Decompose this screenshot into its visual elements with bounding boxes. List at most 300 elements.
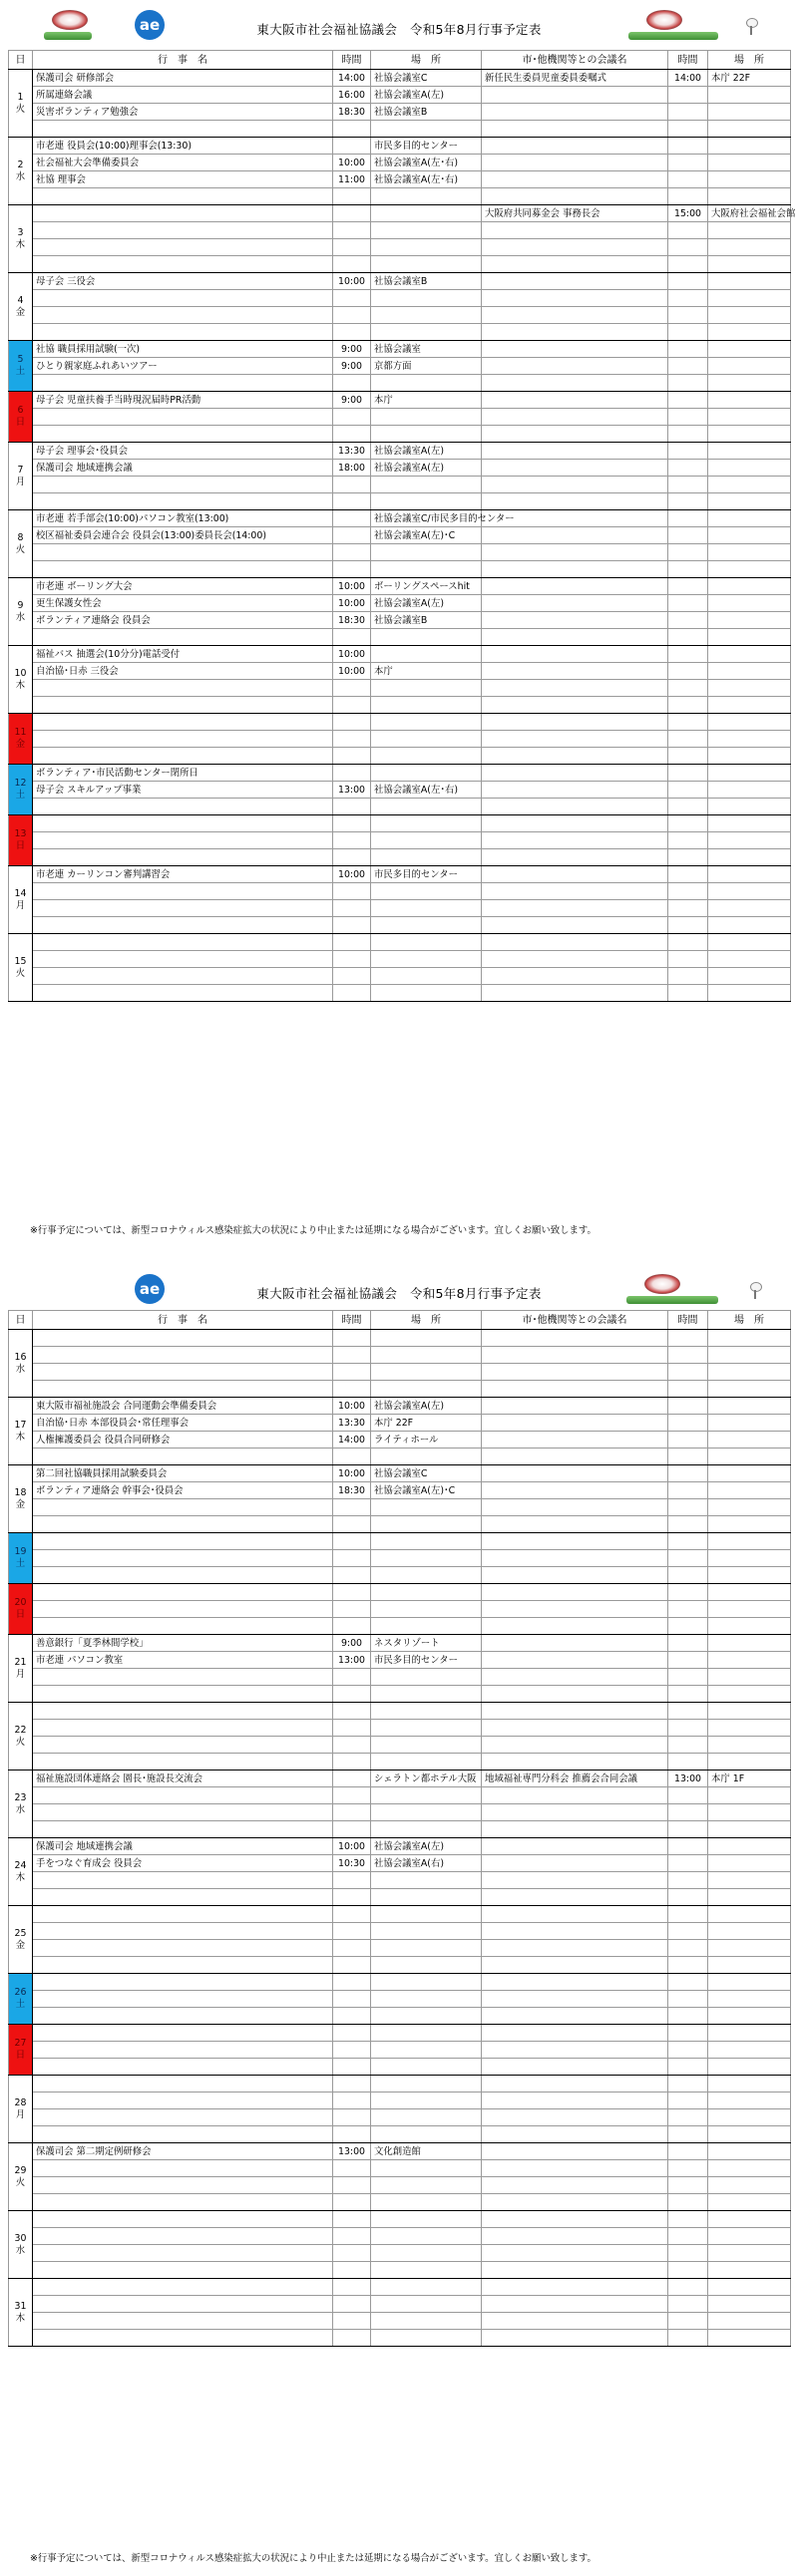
- ext-meeting-name: [482, 1754, 668, 1771]
- ext-meeting-place: [708, 985, 791, 1002]
- ext-meeting-name: [482, 629, 668, 646]
- ext-meeting-name: [482, 2059, 668, 2076]
- ext-meeting-name: [482, 1584, 668, 1601]
- ext-meeting-name: [482, 1787, 668, 1804]
- event-place: 市民多目的センター: [371, 866, 482, 883]
- event-time: [333, 138, 371, 155]
- ext-meeting-name: [482, 477, 668, 493]
- event-place: [371, 1703, 482, 1720]
- ext-meeting-place: [708, 2245, 791, 2262]
- event-time: [333, 1957, 371, 1974]
- header-ext-place: 場 所: [708, 51, 791, 70]
- ext-meeting-place: [708, 222, 791, 239]
- event-time: 14:00: [333, 70, 371, 87]
- event-time: 13:00: [333, 2143, 371, 2160]
- ext-meeting-name: [482, 1516, 668, 1533]
- ext-meeting-place: [708, 2313, 791, 2330]
- table-row: [9, 1991, 791, 2008]
- table-row: [9, 1381, 791, 1398]
- event-place: [371, 2160, 482, 2177]
- event-place: [371, 799, 482, 815]
- ext-meeting-place: [708, 849, 791, 866]
- ext-meeting-place: [708, 1855, 791, 1872]
- ext-meeting-time: [668, 1567, 708, 1584]
- ext-meeting-name: [482, 934, 668, 951]
- table-row: [9, 782, 791, 799]
- event-time: 10:00: [333, 866, 371, 883]
- table-row: [9, 1567, 791, 1584]
- event-time: 10:00: [333, 155, 371, 171]
- day-cell: [9, 443, 33, 510]
- ext-meeting-time: [668, 510, 708, 527]
- ext-meeting-time: [668, 324, 708, 341]
- event-name: [33, 951, 333, 968]
- ext-meeting-time: [668, 697, 708, 714]
- event-name: 自治協･日赤 本部役員会･常任理事会: [33, 1415, 333, 1432]
- event-time: [333, 2211, 371, 2228]
- table-row: [9, 188, 791, 205]
- ext-meeting-time: [668, 1449, 708, 1465]
- weekday-label: 火: [15, 2176, 26, 2188]
- ext-meeting-name: [482, 1737, 668, 1754]
- table-row: [9, 2194, 791, 2211]
- event-place: 文化創造館: [371, 2143, 482, 2160]
- ext-meeting-name: [482, 324, 668, 341]
- ext-meeting-place: [708, 1804, 791, 1821]
- ext-meeting-place: [708, 968, 791, 985]
- day-number: 17: [14, 1419, 27, 1431]
- ext-meeting-name: [482, 1652, 668, 1669]
- ext-meeting-time: [668, 375, 708, 392]
- event-place: [371, 409, 482, 426]
- ext-meeting-name: [482, 2211, 668, 2228]
- day-cell: [9, 1465, 33, 1533]
- ext-meeting-name: [482, 1720, 668, 1737]
- event-time: [333, 697, 371, 714]
- ext-meeting-place: [708, 917, 791, 934]
- ext-meeting-place: [708, 1601, 791, 1618]
- event-time: [333, 307, 371, 324]
- weekday-label: 火: [15, 543, 26, 555]
- schedule-page-1: [0, 0, 798, 1246]
- ext-meeting-place: [708, 2211, 791, 2228]
- event-place: [371, 2076, 482, 2093]
- weekday-label: 土: [15, 1999, 26, 2010]
- ext-meeting-name: [482, 1872, 668, 1889]
- table-row: [9, 510, 791, 527]
- table-row: [9, 1940, 791, 1957]
- ext-meeting-place: [708, 155, 791, 171]
- ext-meeting-time: [668, 578, 708, 595]
- event-place: [371, 2109, 482, 2126]
- event-place: [371, 934, 482, 951]
- event-place: [371, 2008, 482, 2025]
- event-time: [333, 1940, 371, 1957]
- weekday-label: 金: [15, 1498, 26, 1510]
- event-time: [333, 205, 371, 222]
- weekday-label: 月: [15, 1668, 26, 1680]
- event-time: 10:30: [333, 1855, 371, 1872]
- event-name: [33, 1347, 333, 1364]
- ext-meeting-place: [708, 629, 791, 646]
- event-place: [371, 2279, 482, 2296]
- table-row: [9, 1601, 791, 1618]
- table-row: [9, 2093, 791, 2109]
- event-time: [333, 188, 371, 205]
- event-name: [33, 1499, 333, 1516]
- table-row: [9, 1906, 791, 1923]
- event-place: [371, 1499, 482, 1516]
- table-header-row: [9, 1311, 791, 1330]
- event-place: [371, 1669, 482, 1686]
- event-place: [371, 697, 482, 714]
- event-name: 校区福祉委員会連合会 役員会(13:00)委員長会(14:00): [33, 527, 333, 544]
- ext-meeting-name: [482, 290, 668, 307]
- ext-meeting-time: [668, 1381, 708, 1398]
- event-place: [371, 239, 482, 256]
- event-name: [33, 2296, 333, 2313]
- table-row: [9, 2228, 791, 2245]
- ext-meeting-place: [708, 1821, 791, 1838]
- table-row: [9, 815, 791, 832]
- event-place: [371, 2330, 482, 2347]
- event-place: [371, 1940, 482, 1957]
- ext-meeting-time: [668, 815, 708, 832]
- header-ext-time: 時間: [668, 51, 708, 70]
- event-place: [371, 1872, 482, 1889]
- event-place: 社協会議室A(左): [371, 595, 482, 612]
- day-cell: [9, 2143, 33, 2211]
- table-row: [9, 307, 791, 324]
- event-place: [371, 714, 482, 731]
- ext-meeting-time: [668, 2262, 708, 2279]
- ext-meeting-name: [482, 341, 668, 358]
- ext-meeting-place: [708, 1398, 791, 1415]
- ext-meeting-place: [708, 121, 791, 138]
- day-number: 21: [14, 1656, 27, 1668]
- ext-meeting-name: [482, 2143, 668, 2160]
- weekday-label: 木: [15, 679, 26, 691]
- ext-meeting-name: [482, 1381, 668, 1398]
- header-event: 行 事 名: [33, 51, 333, 70]
- table-row: [9, 392, 791, 409]
- table-row: [9, 493, 791, 510]
- event-name: [33, 714, 333, 731]
- event-time: [333, 1821, 371, 1838]
- event-place: [371, 188, 482, 205]
- ext-meeting-name: [482, 121, 668, 138]
- event-name: [33, 985, 333, 1002]
- ext-meeting-place: [708, 104, 791, 121]
- event-place: [371, 629, 482, 646]
- ext-meeting-place: [708, 1991, 791, 2008]
- ext-meeting-name: [482, 1940, 668, 1957]
- ext-meeting-name: [482, 1465, 668, 1482]
- event-name: [33, 1686, 333, 1703]
- event-place: 市民多目的センター: [371, 138, 482, 155]
- event-name: 市老連 役員会(10:00)理事会(13:30): [33, 138, 333, 155]
- ext-meeting-place: 本庁 22F: [708, 70, 791, 87]
- event-name: [33, 832, 333, 849]
- ext-meeting-name: [482, 578, 668, 595]
- event-time: 9:00: [333, 392, 371, 409]
- event-time: [333, 2008, 371, 2025]
- table-row: [9, 256, 791, 273]
- ext-meeting-time: [668, 2245, 708, 2262]
- event-name: 所属連絡会議: [33, 87, 333, 104]
- ext-meeting-name: [482, 155, 668, 171]
- ext-meeting-time: [668, 1754, 708, 1771]
- event-place: [371, 883, 482, 900]
- ext-meeting-time: [668, 612, 708, 629]
- day-number: 7: [17, 464, 24, 476]
- event-place: 社協会議室A(左･右): [371, 782, 482, 799]
- table-row: [9, 2296, 791, 2313]
- ext-meeting-name: [482, 883, 668, 900]
- weekday-label: 木: [15, 2312, 26, 2324]
- event-time: [333, 1703, 371, 1720]
- table-row: [9, 1516, 791, 1533]
- day-cell: [9, 392, 33, 443]
- ext-meeting-name: [482, 544, 668, 561]
- day-cell: [9, 1398, 33, 1465]
- ext-meeting-time: [668, 1516, 708, 1533]
- ext-meeting-place: [708, 307, 791, 324]
- ext-meeting-place: [708, 2042, 791, 2059]
- ext-meeting-name: [482, 2228, 668, 2245]
- table-row: [9, 1821, 791, 1838]
- ext-meeting-name: [482, 358, 668, 375]
- table-row: [9, 595, 791, 612]
- event-place: 社協会議室A(左): [371, 1398, 482, 1415]
- ext-meeting-place: [708, 578, 791, 595]
- event-place: [371, 1330, 482, 1347]
- event-place: [371, 2245, 482, 2262]
- day-number: 30: [14, 2232, 27, 2244]
- event-name: 東大阪市福祉施設会 合同運動会準備委員会: [33, 1398, 333, 1415]
- event-name: [33, 2126, 333, 2143]
- ext-meeting-time: [668, 1957, 708, 1974]
- ext-meeting-time: [668, 2194, 708, 2211]
- event-name: [33, 680, 333, 697]
- ext-meeting-name: [482, 1974, 668, 1991]
- ext-meeting-name: [482, 392, 668, 409]
- event-place: [371, 2059, 482, 2076]
- ext-meeting-time: [668, 2228, 708, 2245]
- table-row: [9, 2330, 791, 2347]
- ext-meeting-time: [668, 663, 708, 680]
- table-row: [9, 731, 791, 748]
- event-time: [333, 900, 371, 917]
- event-place: [371, 426, 482, 443]
- page-title: 東大阪市社会福祉協議会 令和5年8月行事予定表: [256, 1286, 542, 1301]
- event-time: 10:00: [333, 1465, 371, 1482]
- table-row: [9, 460, 791, 477]
- event-place: [371, 222, 482, 239]
- day-number: 31: [14, 2300, 27, 2312]
- ext-meeting-time: [668, 87, 708, 104]
- header-time: 時間: [333, 1311, 371, 1330]
- table-row: [9, 239, 791, 256]
- ext-meeting-place: [708, 748, 791, 765]
- table-row: [9, 273, 791, 290]
- table-row: [9, 578, 791, 595]
- event-name: [33, 968, 333, 985]
- ext-meeting-place: [708, 256, 791, 273]
- event-name: [33, 1584, 333, 1601]
- ext-meeting-place: [708, 1838, 791, 1855]
- event-place: [371, 1754, 482, 1771]
- event-place: 社協会議室A(左･右): [371, 171, 482, 188]
- ext-meeting-name: [482, 375, 668, 392]
- event-place: [371, 765, 482, 782]
- ext-meeting-name: [482, 832, 668, 849]
- ext-meeting-time: [668, 782, 708, 799]
- ext-meeting-time: [668, 155, 708, 171]
- ext-meeting-name: [482, 1601, 668, 1618]
- event-time: [333, 1991, 371, 2008]
- ext-meeting-time: [668, 341, 708, 358]
- event-name: ボランティア･市民活動センター閉所日: [33, 765, 333, 782]
- event-time: [333, 883, 371, 900]
- event-time: 10:00: [333, 1398, 371, 1415]
- ext-meeting-place: [708, 2076, 791, 2093]
- ext-meeting-name: [482, 239, 668, 256]
- event-name: [33, 917, 333, 934]
- table-row: [9, 748, 791, 765]
- event-time: 13:30: [333, 443, 371, 460]
- table-row: [9, 866, 791, 883]
- event-name: [33, 2279, 333, 2296]
- event-name: [33, 849, 333, 866]
- event-place: 社協会議室: [371, 341, 482, 358]
- event-time: 10:00: [333, 646, 371, 663]
- event-time: [333, 1364, 371, 1381]
- ext-meeting-place: [708, 714, 791, 731]
- ext-meeting-name: [482, 799, 668, 815]
- event-time: [333, 1771, 371, 1787]
- event-place: [371, 1787, 482, 1804]
- ext-meeting-place: [708, 493, 791, 510]
- event-time: [333, 832, 371, 849]
- ext-meeting-time: [668, 1906, 708, 1923]
- ext-meeting-name: [482, 1957, 668, 1974]
- ext-meeting-name: [482, 663, 668, 680]
- event-place: 本庁: [371, 663, 482, 680]
- table-row: [9, 1364, 791, 1381]
- table-row: [9, 1449, 791, 1465]
- event-place: [371, 1906, 482, 1923]
- event-place: [371, 1567, 482, 1584]
- event-place: [371, 917, 482, 934]
- event-time: [333, 409, 371, 426]
- ext-meeting-time: [668, 646, 708, 663]
- day-cell: [9, 1974, 33, 2025]
- weekday-label: 火: [15, 103, 26, 115]
- ext-meeting-time: [668, 1838, 708, 1855]
- event-place: [371, 544, 482, 561]
- event-time: [333, 731, 371, 748]
- event-name: [33, 2093, 333, 2109]
- ext-meeting-time: [668, 748, 708, 765]
- day-cell: [9, 205, 33, 273]
- ext-meeting-place: [708, 1482, 791, 1499]
- weekday-label: 日: [15, 840, 26, 851]
- ext-meeting-time: [668, 188, 708, 205]
- ext-meeting-name: [482, 900, 668, 917]
- ext-meeting-time: [668, 477, 708, 493]
- day-cell: [9, 138, 33, 205]
- header-ext-place: 場 所: [708, 1311, 791, 1330]
- event-name: [33, 1720, 333, 1737]
- ext-meeting-time: [668, 1601, 708, 1618]
- event-time: [333, 544, 371, 561]
- ext-meeting-time: [668, 2126, 708, 2143]
- event-name: [33, 222, 333, 239]
- event-name: [33, 2059, 333, 2076]
- ext-meeting-name: [482, 1635, 668, 1652]
- ext-meeting-time: [668, 799, 708, 815]
- table-row: [9, 544, 791, 561]
- event-name: [33, 2160, 333, 2177]
- ext-meeting-time: [668, 1432, 708, 1449]
- ext-meeting-name: [482, 2025, 668, 2042]
- event-place: ネスタリゾート: [371, 1635, 482, 1652]
- day-number: 12: [14, 778, 27, 789]
- ext-meeting-place: [708, 2228, 791, 2245]
- table-row: [9, 680, 791, 697]
- event-place: 社協会議室C/市民多目的センター: [371, 510, 482, 527]
- ext-meeting-place: [708, 2059, 791, 2076]
- ext-meeting-time: [668, 104, 708, 121]
- ext-meeting-place: [708, 2143, 791, 2160]
- event-time: [333, 222, 371, 239]
- grass-decoration: [626, 1296, 718, 1304]
- event-name: 母子会 児童扶養手当時現況届時PR活動: [33, 392, 333, 409]
- event-name: [33, 2245, 333, 2262]
- event-time: 9:00: [333, 341, 371, 358]
- event-time: [333, 1669, 371, 1686]
- day-number: 11: [14, 727, 27, 738]
- ext-meeting-place: [708, 1432, 791, 1449]
- ext-meeting-name: [482, 2008, 668, 2025]
- ext-meeting-name: [482, 1533, 668, 1550]
- event-time: [333, 2042, 371, 2059]
- event-name: [33, 1821, 333, 1838]
- day-cell: [9, 2211, 33, 2279]
- schedule-table: [8, 1310, 791, 2347]
- event-name: [33, 2330, 333, 2347]
- ext-meeting-time: [668, 2177, 708, 2194]
- event-place: [371, 2093, 482, 2109]
- ext-meeting-place: [708, 477, 791, 493]
- ext-meeting-name: [482, 1364, 668, 1381]
- event-time: [333, 1499, 371, 1516]
- table-row: [9, 155, 791, 171]
- event-place: [371, 2211, 482, 2228]
- ext-meeting-place: [708, 799, 791, 815]
- event-time: [333, 2313, 371, 2330]
- weekday-label: 水: [15, 1363, 26, 1375]
- event-time: [333, 951, 371, 968]
- ext-meeting-name: [482, 1330, 668, 1347]
- ext-meeting-time: 13:00: [668, 1771, 708, 1787]
- event-time: 9:00: [333, 358, 371, 375]
- table-row: [9, 341, 791, 358]
- day-cell: [9, 1635, 33, 1703]
- ext-meeting-time: [668, 629, 708, 646]
- ext-meeting-time: [668, 1415, 708, 1432]
